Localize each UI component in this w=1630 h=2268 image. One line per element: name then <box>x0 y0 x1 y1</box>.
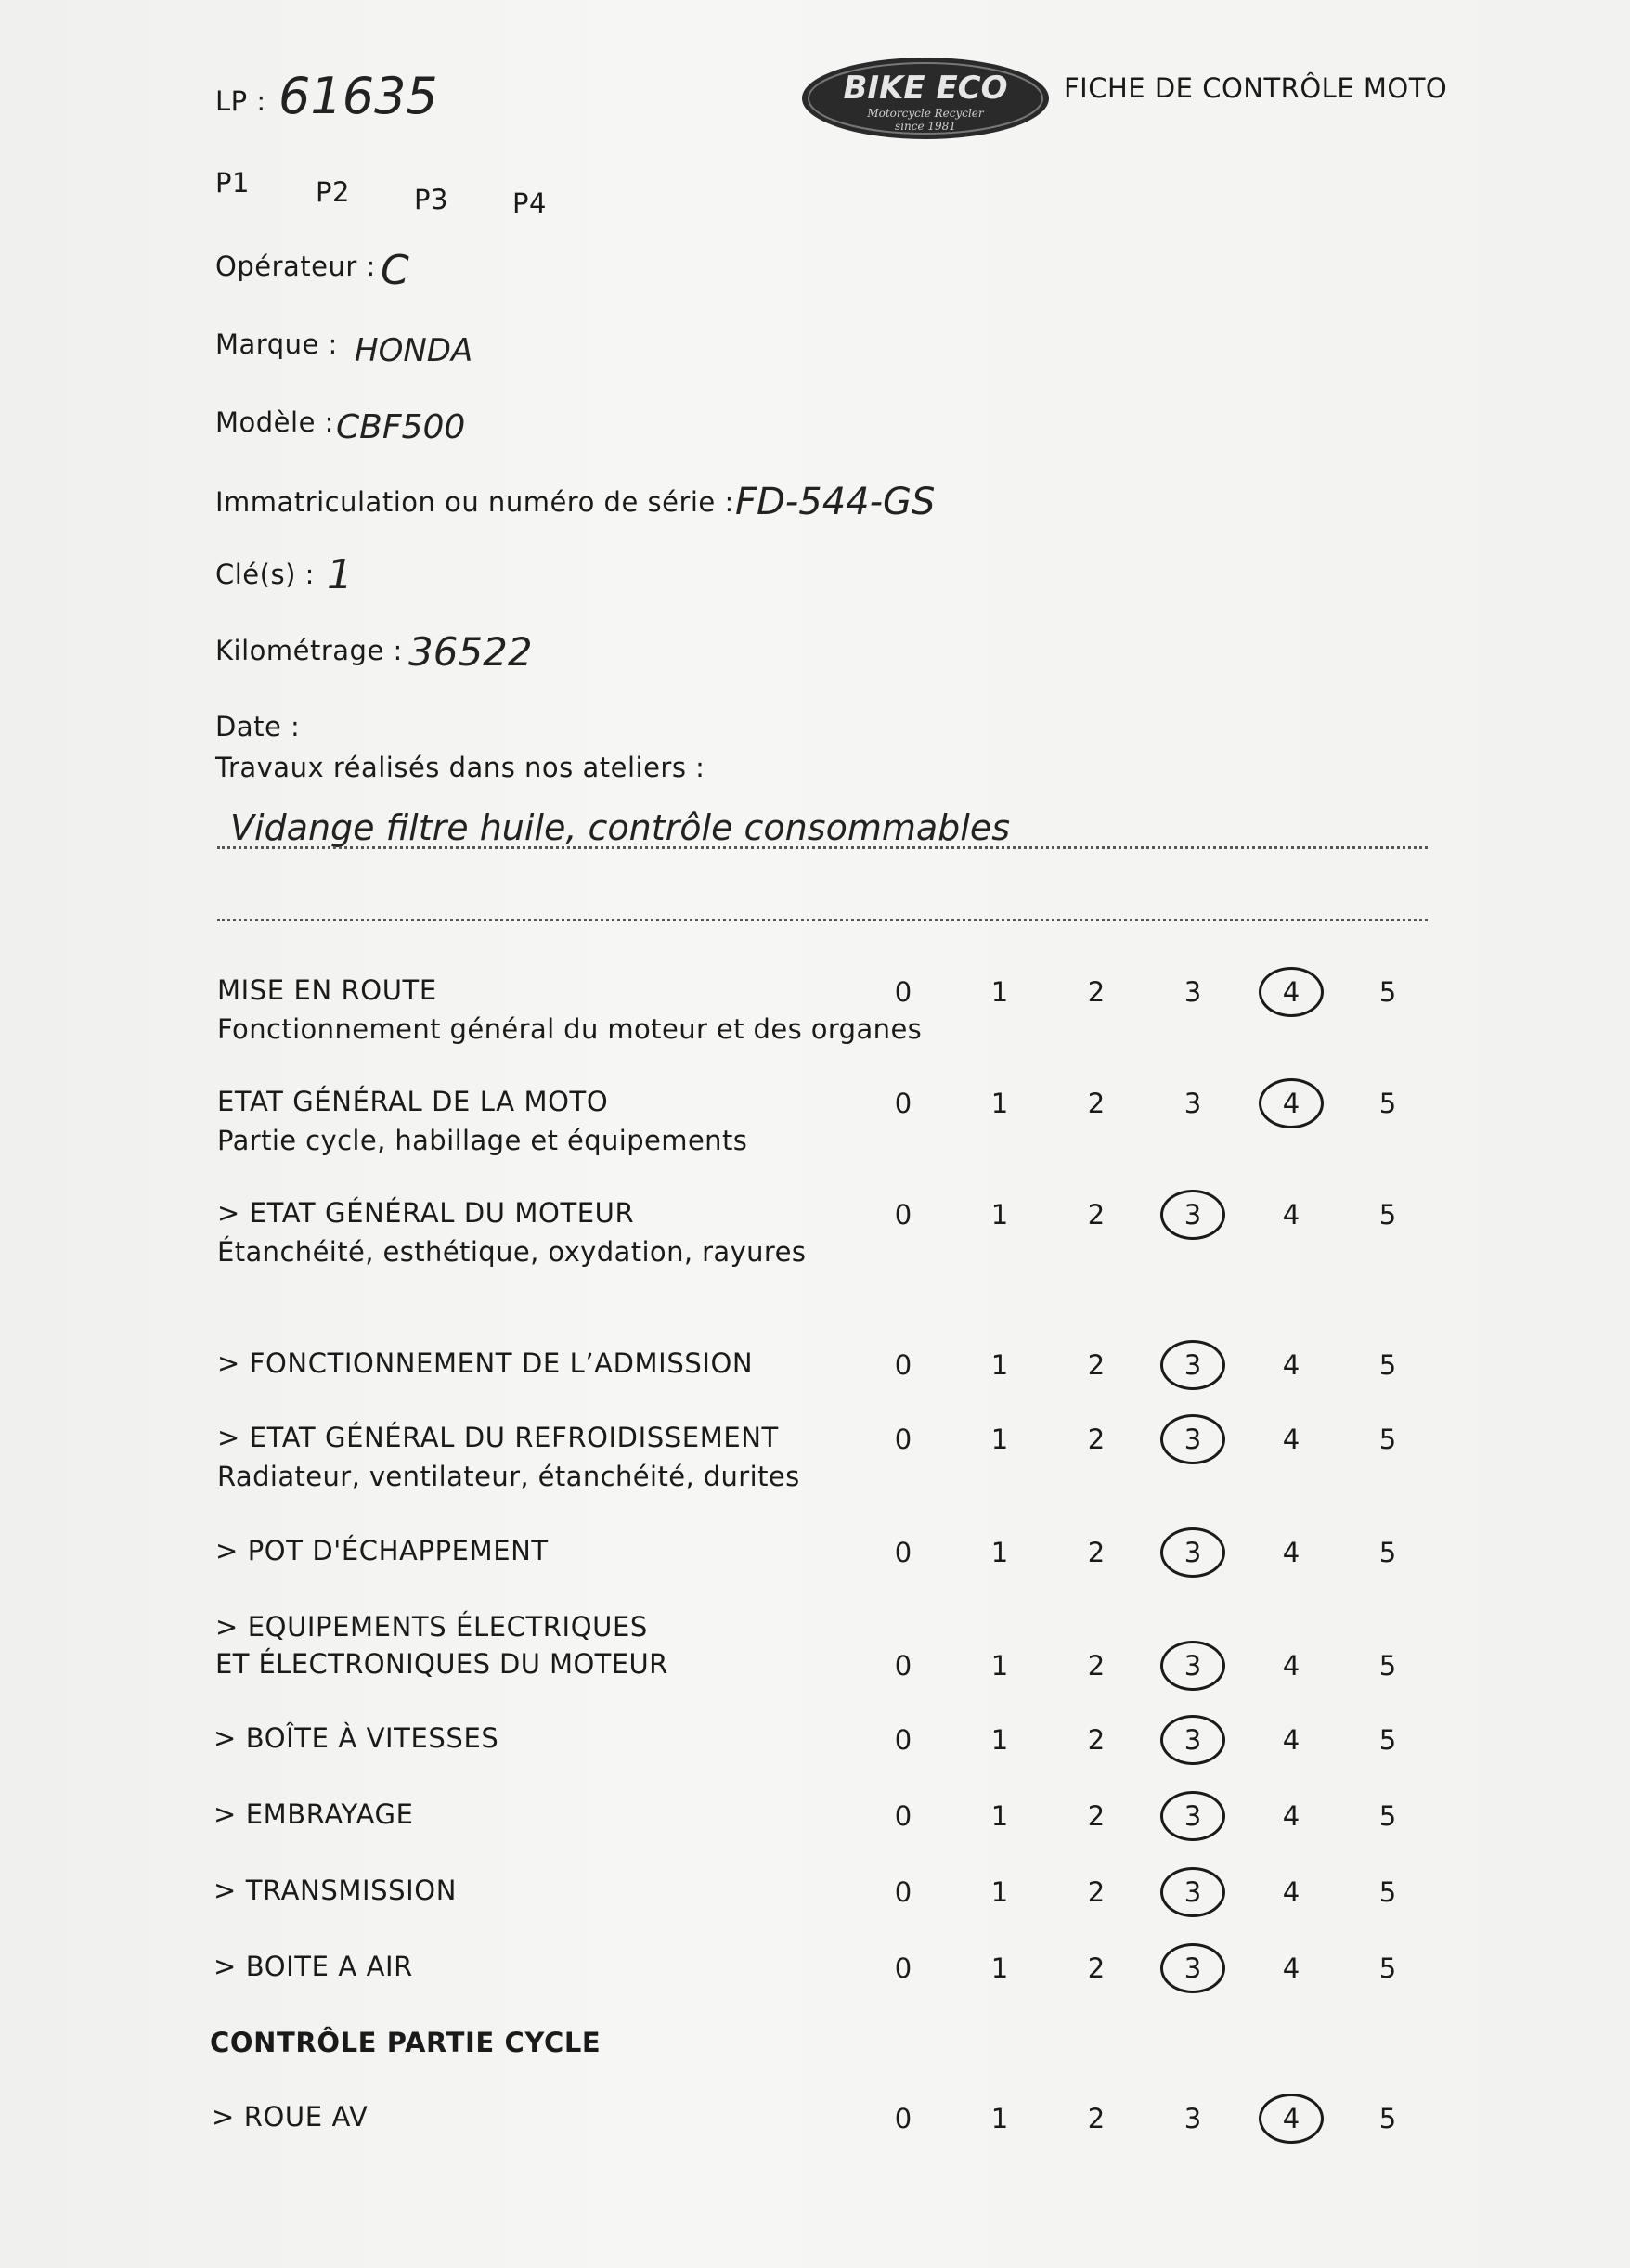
score-option[interactable]: 5 <box>1378 1800 1397 1832</box>
score-option[interactable]: 4 <box>1282 1349 1300 1381</box>
row-title: > FONCTIONNEMENT DE L’ADMISSION <box>217 1347 754 1379</box>
score-option[interactable]: 0 <box>894 1088 912 1119</box>
svg-text:Motorcycle Recycler: Motorcycle Recycler <box>867 107 984 120</box>
row-title: > ROUE AV <box>212 2101 369 2133</box>
score-option[interactable]: 2 <box>1087 1876 1106 1908</box>
score-option[interactable]: 5 <box>1378 1199 1397 1231</box>
sheet-title: FICHE DE CONTRÔLE MOTO <box>1064 72 1448 104</box>
row-title: > EMBRAYAGE <box>213 1798 414 1830</box>
score-option[interactable]: 2 <box>1087 1199 1106 1231</box>
selected-score-circle <box>1160 1340 1225 1390</box>
operateur-value: C <box>381 247 409 294</box>
score-option[interactable]: 1 <box>990 1349 1009 1381</box>
score-option[interactable]: 5 <box>1378 1424 1397 1455</box>
selected-score-circle <box>1160 1641 1225 1691</box>
date-label: Date : <box>215 711 301 742</box>
score-option[interactable]: 1 <box>990 1650 1009 1682</box>
dotted-line-2 <box>217 919 1428 921</box>
score-option[interactable]: 1 <box>990 1800 1009 1832</box>
score-option[interactable]: 3 <box>1184 1088 1202 1119</box>
score-option[interactable]: 3 <box>1184 1724 1202 1756</box>
bike-eco-logo <box>800 56 1051 141</box>
score-option[interactable]: 3 <box>1184 2103 1202 2134</box>
selected-score-circle <box>1160 1867 1225 1917</box>
marque-label: Marque : <box>215 329 338 360</box>
row-subtitle: ET ÉLECTRONIQUES DU MOTEUR <box>215 1648 668 1680</box>
svg-text:since 1981: since 1981 <box>895 120 956 133</box>
row-title: > POT D'ÉCHAPPEMENT <box>215 1535 549 1566</box>
score-option[interactable]: 5 <box>1378 976 1397 1008</box>
score-option[interactable]: 1 <box>990 1199 1009 1231</box>
row-subtitle: Radiateur, ventilateur, étanchéité, durites <box>217 1461 800 1492</box>
score-option[interactable]: 3 <box>1184 1800 1202 1832</box>
row-title: > BOITE A AIR <box>213 1951 413 1982</box>
score-option[interactable]: 1 <box>990 1724 1009 1756</box>
score-option[interactable]: 5 <box>1378 1349 1397 1381</box>
immat-value: FD-544-GS <box>735 481 936 523</box>
score-option[interactable]: 4 <box>1282 1800 1300 1832</box>
selected-score-circle <box>1259 967 1324 1017</box>
selected-score-circle <box>1160 1791 1225 1841</box>
score-option[interactable]: 1 <box>990 976 1009 1008</box>
travaux-value: Vidange filtre huile, contrôle consommables <box>230 807 1010 848</box>
score-option[interactable]: 3 <box>1184 1876 1202 1908</box>
score-option[interactable]: 1 <box>990 1876 1009 1908</box>
score-option[interactable]: 0 <box>894 1349 912 1381</box>
score-option[interactable]: 2 <box>1087 1088 1106 1119</box>
score-option[interactable]: 0 <box>894 1952 912 1984</box>
score-option[interactable]: 0 <box>894 1199 912 1231</box>
row-title: > ETAT GÉNÉRAL DU REFROIDISSEMENT <box>217 1422 779 1453</box>
row-title: > BOÎTE À VITESSES <box>213 1722 499 1754</box>
cles-value: 1 <box>327 551 353 599</box>
score-option[interactable]: 5 <box>1378 1952 1397 1984</box>
p-option-2: P2 <box>316 176 350 208</box>
score-option[interactable]: 1 <box>990 2103 1009 2134</box>
modele-value: CBF500 <box>336 408 466 446</box>
selected-score-circle <box>1160 1943 1225 1993</box>
score-option[interactable]: 0 <box>894 2103 912 2134</box>
row-title: > ETAT GÉNÉRAL DU MOTEUR <box>217 1197 635 1229</box>
score-option[interactable]: 0 <box>894 1424 912 1455</box>
score-option[interactable]: 0 <box>894 1800 912 1832</box>
score-option[interactable]: 3 <box>1184 1199 1202 1231</box>
score-option[interactable]: 4 <box>1282 1724 1300 1756</box>
score-option[interactable]: 3 <box>1184 1537 1202 1568</box>
score-option[interactable]: 5 <box>1378 1088 1397 1119</box>
selected-score-circle <box>1259 1078 1324 1128</box>
selected-score-circle <box>1160 1715 1225 1765</box>
score-option[interactable]: 2 <box>1087 1952 1106 1984</box>
immat-label: Immatriculation ou numéro de série : <box>215 486 734 518</box>
marque-value: HONDA <box>355 332 473 369</box>
score-option[interactable]: 3 <box>1184 1349 1202 1381</box>
score-option[interactable]: 2 <box>1087 1800 1106 1832</box>
score-option[interactable]: 2 <box>1087 1349 1106 1381</box>
km-label: Kilométrage : <box>215 635 403 666</box>
lp-value: 61635 <box>278 67 438 125</box>
score-option[interactable]: 1 <box>990 1088 1009 1119</box>
score-option[interactable]: 5 <box>1378 2103 1397 2134</box>
row-title: ETAT GÉNÉRAL DE LA MOTO <box>217 1086 609 1117</box>
cles-label: Clé(s) : <box>215 559 315 590</box>
score-option[interactable]: 0 <box>894 1724 912 1756</box>
score-option[interactable]: 2 <box>1087 1650 1106 1682</box>
score-option[interactable]: 5 <box>1378 1724 1397 1756</box>
score-option[interactable]: 4 <box>1282 1876 1300 1908</box>
score-option[interactable]: 1 <box>990 1537 1009 1568</box>
score-option[interactable]: 3 <box>1184 1650 1202 1682</box>
score-option[interactable]: 0 <box>894 1650 912 1682</box>
selected-score-circle <box>1160 1190 1225 1240</box>
score-option[interactable]: 5 <box>1378 1650 1397 1682</box>
score-option[interactable]: 4 <box>1282 1424 1300 1455</box>
score-option[interactable]: 4 <box>1282 1199 1300 1231</box>
score-option[interactable]: 2 <box>1087 1424 1106 1455</box>
p-option-1: P1 <box>215 167 250 199</box>
lp-label: LP : <box>215 85 266 117</box>
score-option[interactable]: 4 <box>1282 1650 1300 1682</box>
score-option[interactable]: 3 <box>1184 1424 1202 1455</box>
score-option[interactable]: 2 <box>1087 1724 1106 1756</box>
km-value: 36522 <box>408 629 533 675</box>
score-option[interactable]: 0 <box>894 1876 912 1908</box>
score-option[interactable]: 0 <box>894 976 912 1008</box>
dotted-line-1 <box>217 846 1428 849</box>
score-option[interactable]: 0 <box>894 1537 912 1568</box>
row-subtitle: Fonctionnement général du moteur et des organes <box>217 1013 923 1045</box>
row-title: MISE EN ROUTE <box>217 974 437 1006</box>
score-option[interactable]: 4 <box>1282 1537 1300 1568</box>
modele-label: Modèle : <box>215 406 334 438</box>
travaux-label: Travaux réalisés dans nos ateliers : <box>215 752 705 783</box>
score-option[interactable]: 1 <box>990 1952 1009 1984</box>
row-subtitle: Partie cycle, habillage et équipements <box>217 1125 748 1156</box>
score-option[interactable]: 2 <box>1087 976 1106 1008</box>
score-option[interactable]: 4 <box>1282 976 1300 1008</box>
score-option[interactable]: 5 <box>1378 1876 1397 1908</box>
row-title: > TRANSMISSION <box>213 1875 458 1906</box>
section-cycle: CONTRÔLE PARTIE CYCLE <box>210 2027 602 2058</box>
p-option-4: P4 <box>512 187 547 219</box>
score-option[interactable]: 5 <box>1378 1537 1397 1568</box>
score-option[interactable]: 4 <box>1282 2103 1300 2134</box>
score-option[interactable]: 3 <box>1184 1952 1202 1984</box>
score-option[interactable]: 2 <box>1087 2103 1106 2134</box>
row-title: > EQUIPEMENTS ÉLECTRIQUES <box>215 1611 648 1643</box>
score-option[interactable]: 3 <box>1184 976 1202 1008</box>
selected-score-circle <box>1160 1414 1225 1464</box>
score-option[interactable]: 2 <box>1087 1537 1106 1568</box>
score-option[interactable]: 4 <box>1282 1952 1300 1984</box>
p-option-3: P3 <box>414 184 448 215</box>
selected-score-circle <box>1259 2094 1324 2144</box>
score-option[interactable]: 1 <box>990 1424 1009 1455</box>
svg-text:BIKE ECO: BIKE ECO <box>843 70 1008 107</box>
operateur-label: Opérateur : <box>215 251 376 282</box>
selected-score-circle <box>1160 1527 1225 1578</box>
score-option[interactable]: 4 <box>1282 1088 1300 1119</box>
row-subtitle: Étanchéité, esthétique, oxydation, rayures <box>217 1236 807 1268</box>
